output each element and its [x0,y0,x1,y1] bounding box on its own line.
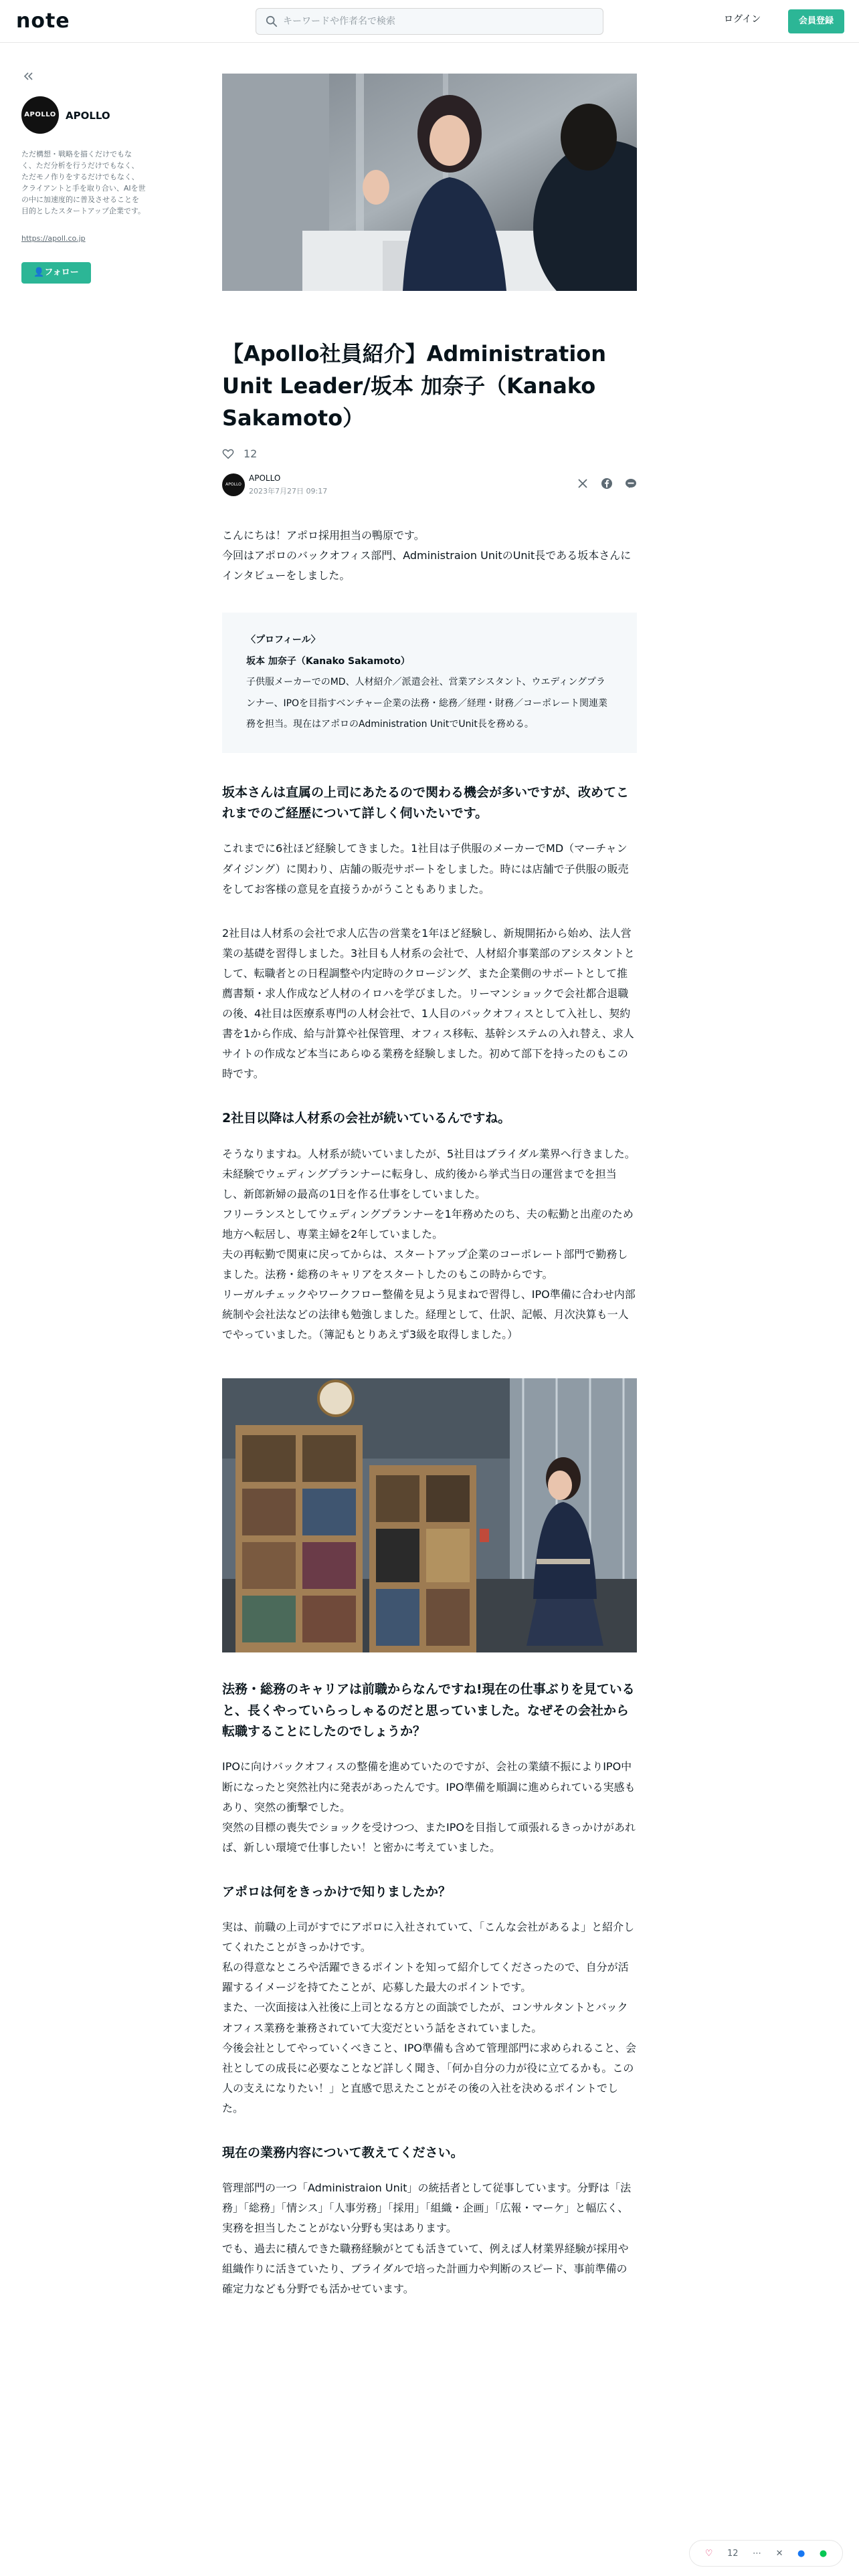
like-area [222,447,637,460]
answer-paragraph: 突然の目標の喪失でショックを受けつつ、またIPOを目指して頑張れるきっかけがあれば、新しい環境で仕事したい！と密かに考えていました。 [222,1820,636,1854]
question-heading: 坂本さんは直属の上司にあたるので関わる機会が多いですが、改めてこれまでのご経歴について詳しく伺いたいです。 [222,784,630,821]
intro-paragraph: 今回はアポロのバックオフィス部門、Administraion UnitのUnit長である坂本さんにインタビューをしました。 [222,549,632,582]
office-photo [222,1378,637,1652]
search-box[interactable] [256,8,603,35]
question-heading: アポロは何をきっかけで知りましたか？ [222,1884,452,1899]
signup-button[interactable]: 会員登録 [788,9,844,33]
answer-paragraph: 管理部門の一つ「Administraion Unit」の統括者として従事しています。分野は「法務」「総務」「情シス」「人事労務」「採用」「組織・企画」「広報・マーケ」と幅広く、実務を担当したことがない分野も実はあります。 [222,2181,632,2235]
floating-x-icon[interactable]: ✕ [775,2548,783,2559]
article-body [222,526,637,2299]
floating-more-icon[interactable]: ⋯ [753,2548,762,2559]
search-input[interactable] [283,9,597,34]
profile-text: 子供服メーカーでのMD、人材紹介／派遣会社、営業アシスタント、ウエディングプランナー、IPOを目指すベンチャー企業の法務・総務／経理・財務／コーポレート関連業務を担当。現在はアポロのAdministration UnitでUnit長を務める。 [246,677,608,730]
collapse-sidebar-icon[interactable] [21,70,35,83]
creator-avatar[interactable]: APOLLO [21,96,59,134]
question-heading: 2社目以降は人材系の会社が続いているんですね。 [222,1111,511,1126]
share-buttons [577,477,637,490]
creator-name[interactable]: APOLLO [66,110,110,122]
search-icon [266,15,278,27]
floating-facebook-icon[interactable]: ● [797,2548,805,2559]
answer-paragraph: でも、過去に積んできた職務経験がとても活きていて、例えば人材業界経験が採用や組織作りに活きていたり、ブライダルで培った計画力や判断のスピード、事前準備の確定力なども分野でも活かせています。 [222,2242,629,2295]
author-avatar[interactable]: APOLLO [222,473,245,496]
answer-paragraph: IPOに向けバックオフィスの整備を進めていたのですが、会社の業績不振によりIPO中断になったと突然社内に発表があったんです。IPO準備を順調に進められている実感もあり、突然の衝撃でした。 [222,1760,636,1814]
answer-paragraph: フリーランスとしてウェディングプランナーを1年務めたのち、夫の転勤と出産のため地方へ転居し、専業主婦を2年していました。 [222,1207,634,1241]
answer-paragraph: リーガルチェックやワークフロー整備を見よう見まねで習得し、IPO準備に合わせ内部統制や会社法などの法律も勉強しました。経理として、仕訳、記帳、月次決算も一人でやっていました。（簿記もとりあえず3級を取得しました。） [222,1288,636,1341]
x-share-icon[interactable] [577,477,589,490]
follow-button[interactable] [21,262,91,284]
line-share-icon[interactable] [625,477,637,490]
profile-box [222,613,637,753]
answer-paragraph: 2社目は人材系の会社で求人広告の営業を1年ほど経験し、新規開拓から始め、法人営業の基礎を習得しました。3社目も人材系の会社で、人材紹介事業部のアシスタントとして、転職者との日程調整や内定時のクロージング、また企業側のサポートとして推薦書類・求人作成など人材のイロハを学びました。リーマンショックで会社都合退職の後、4社目は医療系専門の人材会社で、1人目のバックオフィスとして入社し、契約書を1から作成、給与計算や社保管理、オフィス移転、基幹システムの入れ替え、求人サイトの作成など本当にあらゆる業務を経験しました。初めて部下を持ったのもこの時です。 [222,926,635,1081]
creator-website-link[interactable]: https://apoll.co.jp [21,234,86,243]
header-photo [222,74,637,291]
answer-paragraph: これまでに6社ほど経験してきました。1社目は子供服のメーカーでMD（マーチャンダイジング）に関わり、店舗の販売サポートをしました。時には店舗で子供服の販売をしてお客様の意見を直接うかがうこともありました。 [222,842,629,895]
profile-name: 坂本 加奈子（Kanako Sakamoto） [246,655,410,667]
profile-title: 〈プロフィール〉 [246,635,320,646]
follow-label: フォロー [44,267,79,278]
floating-action-bar [689,2540,843,2567]
intro-paragraph: こんにちは！アポロ採用担当の鴨原です。 [222,529,425,542]
question-heading: 法務・総務のキャリアは前職からなんですね!現在の仕事ぶりを見ていると、長くやっていらっしゃるのだと思っていました。なぜその会社から転職することにしたのでしょうか？ [222,1682,635,1739]
article [222,74,637,2299]
like-count[interactable]: 12 [244,447,258,460]
question-heading: 現在の業務内容について教えてください。 [222,2145,464,2160]
answer-paragraph: 夫の再転勤で関東に戻ってからは、スタートアップ企業のコーポレート部門で勤務しました。法務・総務のキャリアをスタートしたのもこの時からです。 [222,1248,628,1281]
heart-icon[interactable] [222,448,234,460]
floating-line-icon[interactable]: ● [819,2548,828,2559]
author-row [222,472,637,502]
floating-like-count[interactable]: 12 [727,2548,739,2559]
article-title: 【Apollo社員紹介】Administration Unit Leader/坂本 加奈子（Kanako Sakamoto） [222,341,607,431]
answer-paragraph: そうなりますね。人材系が続いていましたが、5社目はブライダル業界へ行きました。未経験でウェディングプランナーに転身し、成約後から挙式当日の運営までを担当し、新郎新婦の最高の1日を作る仕事をしていました。 [222,1147,636,1200]
publish-date: 2023年7月27日 09:17 [249,487,328,496]
answer-paragraph: 私の得意なところや活躍できるポイントを知って紹介してくださったので、自分が活躍するイメージを持てたことが、応募した最大のポイントです。 [222,1961,629,1994]
facebook-share-icon[interactable] [601,477,613,490]
login-link[interactable]: ログイン [724,14,761,25]
floating-heart-icon[interactable]: ♡ [704,2548,713,2559]
user-plus-icon: 👤 [33,267,45,278]
answer-paragraph: 今後会社としてやっていくべきこと、IPO準備も含めて管理部門に求められること、会社としての成長に必要なことなど詳しく聞き、「何か自分の力が役に立てるかも。この人の支えになりたい！」と直感で思えたことがその後の入社を決めるポイントでした。 [222,2041,636,2115]
site-header [0,0,859,43]
answer-paragraph: また、一次面接は入社後に上司となる方との面談でしたが、コンサルタントとバックオフィス業務を兼務されていて大変だという話をされていました。 [222,2001,628,2034]
creator-description: ただ構想・戦略を描くだけでもなく、ただ分析を行うだけでもなく、ただモノ作りをするだけでもなく、クライアントと手を取り合い、AIを世の中に加速度的に普及させることを目的としたスタートアップ企業です。 [21,150,146,216]
answer-paragraph: 実は、前職の上司がすでにアポロに入社されていて、「こんな会社があるよ」と紹介してくれたことがきっかけです。 [222,1921,635,1954]
note-logo[interactable]: note [16,9,70,33]
author-name[interactable]: APOLLO [249,473,281,483]
